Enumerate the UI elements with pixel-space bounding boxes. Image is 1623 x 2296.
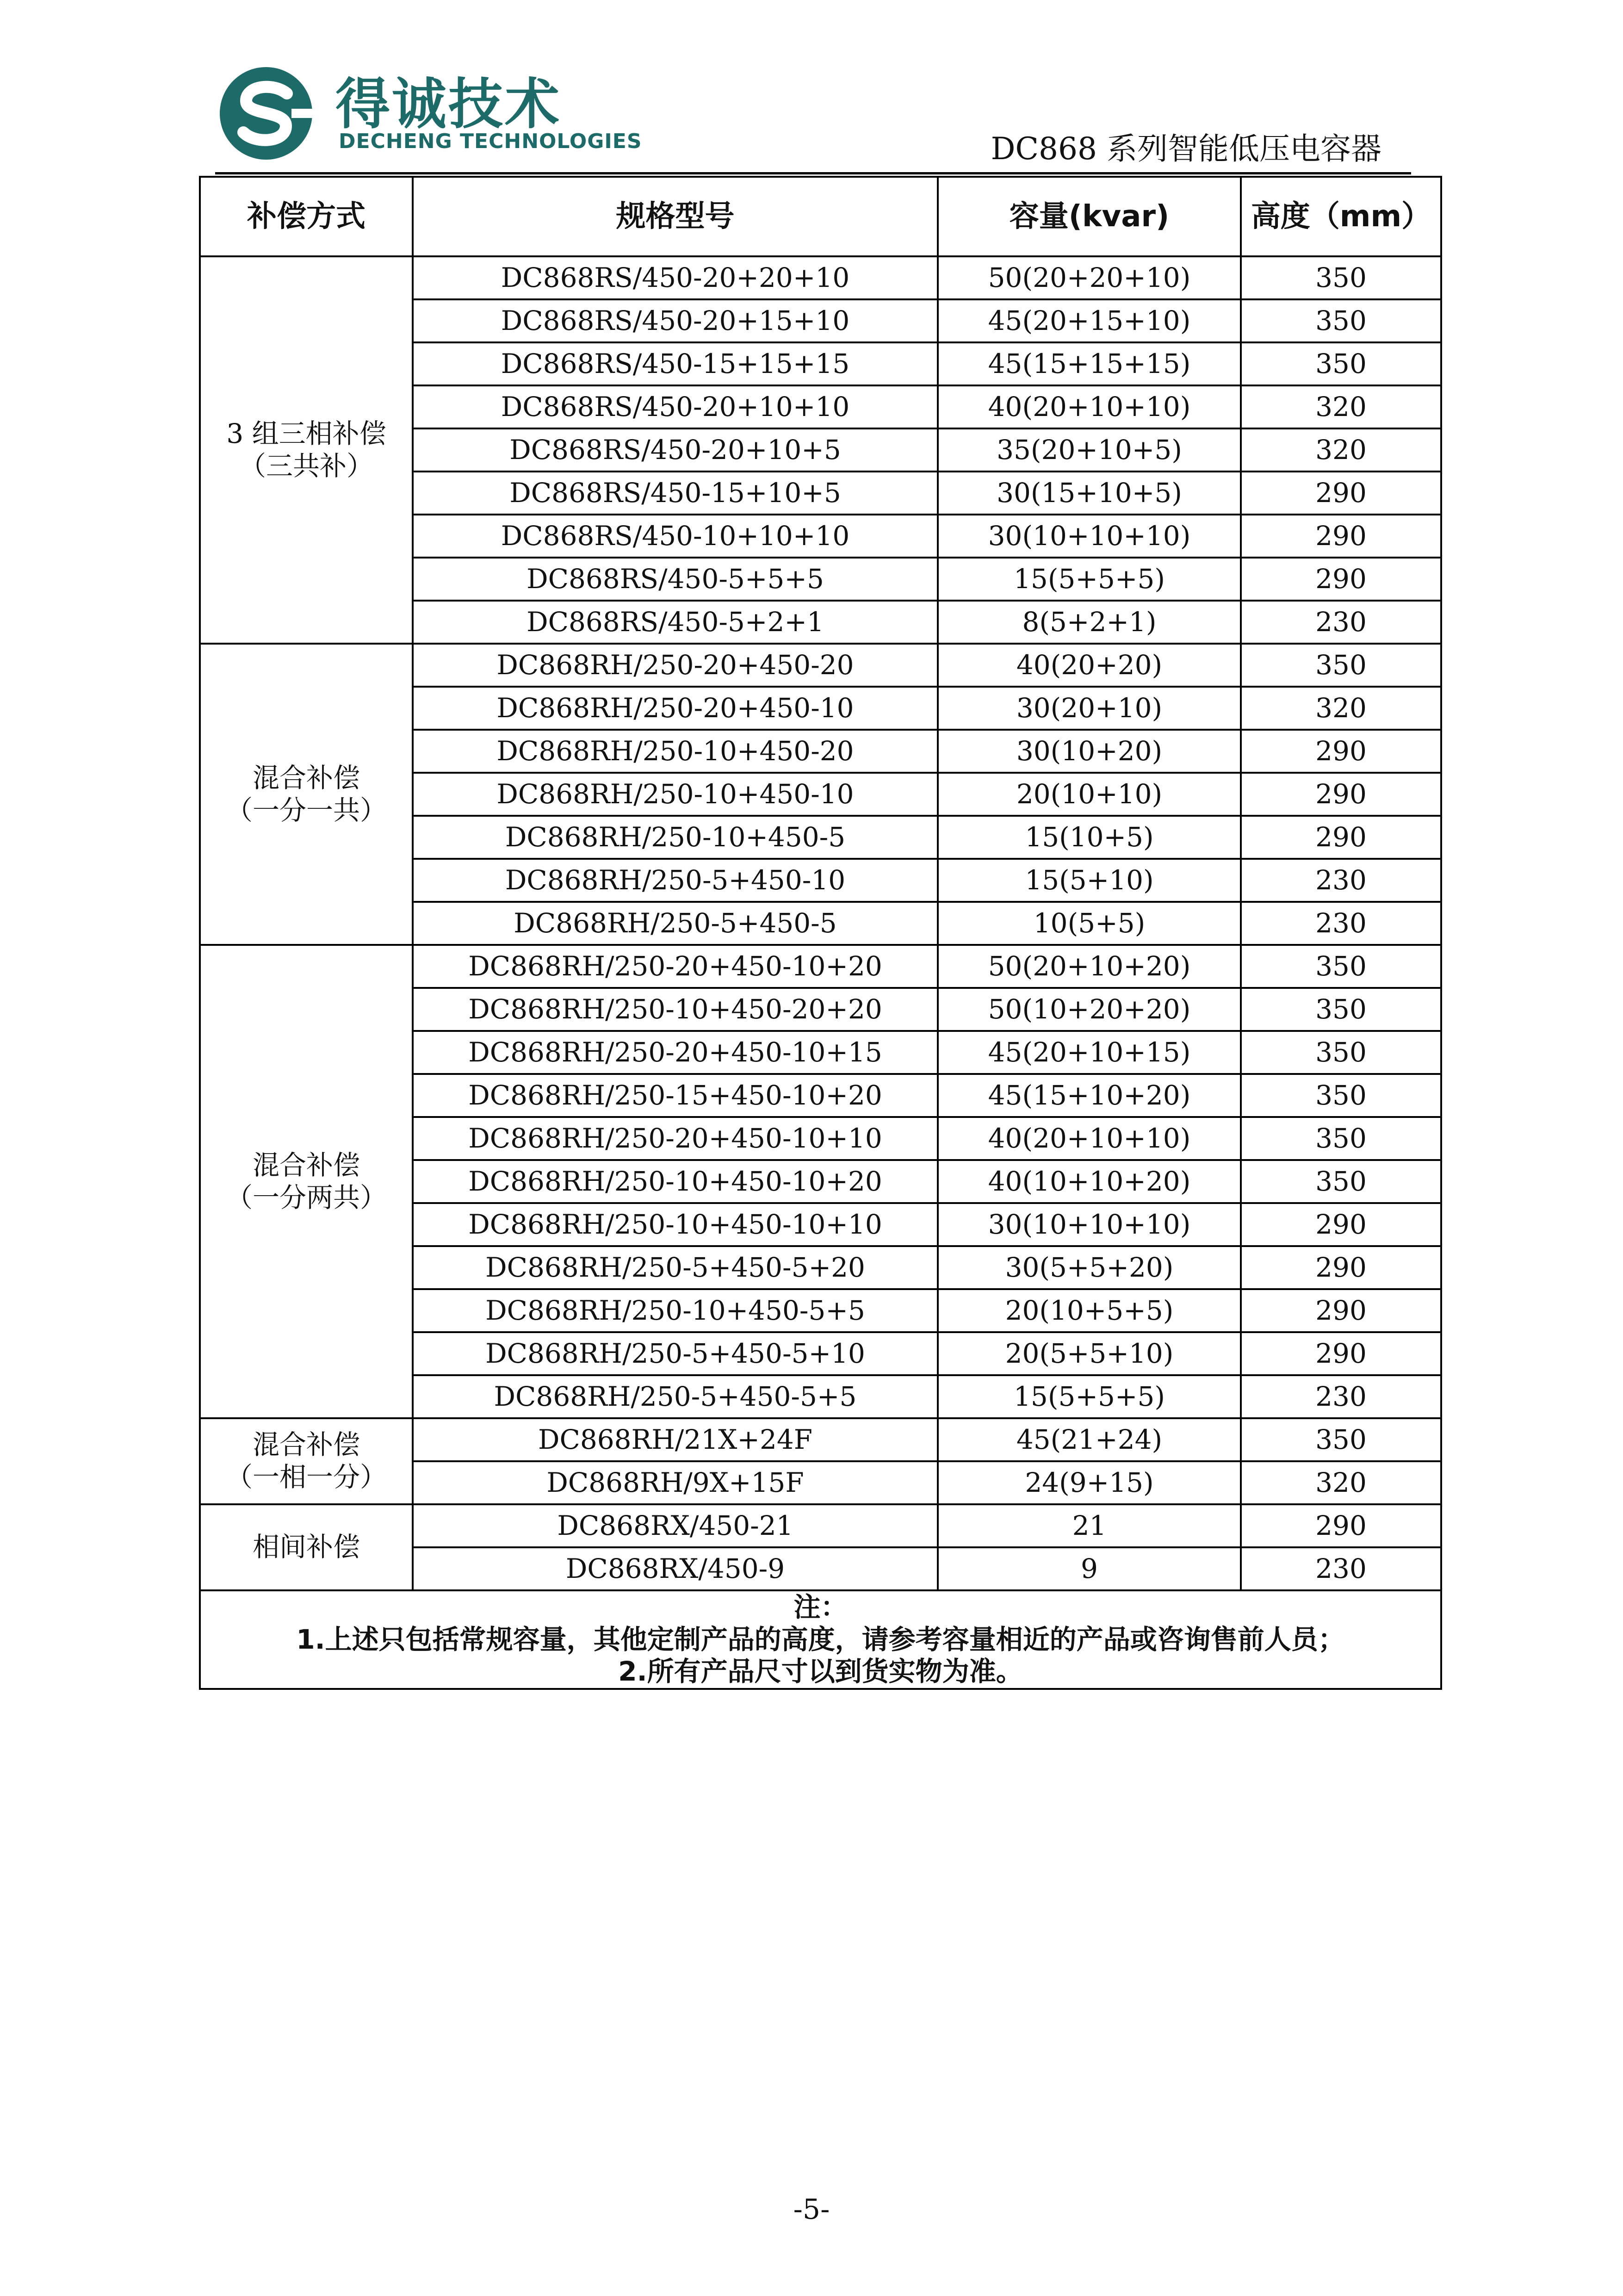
- table-body: [200, 256, 1441, 1590]
- capacity-cell: 45(20+15+10): [938, 299, 1241, 342]
- height-cell: 350: [1241, 1117, 1441, 1160]
- model-cell: DC868RH/250-5+450-10: [413, 859, 938, 902]
- capacity-cell: 50(10+20+20): [938, 988, 1241, 1031]
- model-cell: DC868RH/250-10+450-10+20: [413, 1160, 938, 1203]
- note-line-2: 2.所有产品尺寸以到货实物为准。: [618, 1656, 1023, 1688]
- header-compensation-method: 补偿方式: [200, 177, 413, 256]
- compensation-group-label: 混合补偿: [252, 1429, 360, 1461]
- capacity-cell: 21: [938, 1504, 1241, 1547]
- compensation-group-label: （一相一分）: [225, 1461, 387, 1493]
- height-cell: 320: [1241, 428, 1441, 472]
- model-cell: DC868RX/450-21: [413, 1504, 938, 1547]
- compensation-group-label: 相间补偿: [252, 1531, 360, 1563]
- model-cell: DC868RH/250-20+450-10+15: [413, 1031, 938, 1074]
- model-cell: DC868RH/250-10+450-10: [413, 773, 938, 816]
- height-cell: 320: [1241, 385, 1441, 428]
- height-cell: 290: [1241, 773, 1441, 816]
- capacity-cell: 15(5+5+5): [938, 558, 1241, 601]
- model-cell: DC868RH/250-10+450-20+20: [413, 988, 938, 1031]
- model-cell: DC868RS/450-20+10+5: [413, 428, 938, 472]
- model-cell: DC868RH/250-10+450-10+10: [413, 1203, 938, 1246]
- height-cell: 290: [1241, 1246, 1441, 1289]
- capacity-cell: 45(15+10+20): [938, 1074, 1241, 1117]
- compensation-group-cell: [200, 1418, 413, 1504]
- capacity-cell: 40(20+20): [938, 644, 1241, 687]
- capacity-cell: 50(20+10+20): [938, 945, 1241, 988]
- logo-mark-icon: [217, 65, 315, 162]
- height-cell: 230: [1241, 1547, 1441, 1590]
- logo-chinese-name: 得诚技术: [335, 72, 562, 136]
- height-cell: 320: [1241, 1461, 1441, 1504]
- height-cell: 350: [1241, 644, 1441, 687]
- model-cell: DC868RH/250-10+450-5: [413, 816, 938, 859]
- company-logo: [217, 65, 642, 162]
- capacity-cell: 15(5+5+5): [938, 1375, 1241, 1418]
- notes-heading: 注：: [793, 1591, 848, 1623]
- capacity-cell: 30(10+10+10): [938, 1203, 1241, 1246]
- compensation-group-label: （一分一共）: [225, 794, 387, 826]
- model-cell: DC868RH/250-5+450-5+5: [413, 1375, 938, 1418]
- model-cell: DC868RH/250-5+450-5: [413, 902, 938, 945]
- model-cell: DC868RH/250-20+450-10: [413, 687, 938, 730]
- model-cell: DC868RH/250-20+450-20: [413, 644, 938, 687]
- capacity-cell: 15(5+10): [938, 859, 1241, 902]
- model-cell: DC868RH/250-10+450-20: [413, 730, 938, 773]
- capacity-cell: 40(20+10+10): [938, 1117, 1241, 1160]
- height-cell: 230: [1241, 1375, 1441, 1418]
- compensation-group-cell: [200, 644, 413, 945]
- model-cell: DC868RH/21X+24F: [413, 1418, 938, 1461]
- capacity-cell: 15(10+5): [938, 816, 1241, 859]
- capacity-cell: 30(20+10): [938, 687, 1241, 730]
- model-cell: DC868RS/450-15+10+5: [413, 472, 938, 515]
- model-cell: DC868RS/450-5+5+5: [413, 558, 938, 601]
- compensation-group-label: 混合补偿: [252, 762, 360, 794]
- height-cell: 350: [1241, 1074, 1441, 1117]
- header-capacity: 容量(kvar): [938, 177, 1241, 256]
- compensation-group-label: 3 组三相补偿: [226, 417, 386, 449]
- model-cell: DC868RS/450-20+10+10: [413, 385, 938, 428]
- capacity-cell: 9: [938, 1547, 1241, 1590]
- capacity-cell: 30(15+10+5): [938, 472, 1241, 515]
- capacity-cell: 45(15+15+15): [938, 342, 1241, 385]
- table-row: [200, 644, 1441, 687]
- model-cell: DC868RH/250-5+450-5+10: [413, 1332, 938, 1375]
- capacity-cell: 45(21+24): [938, 1418, 1241, 1461]
- capacity-cell: 45(20+10+15): [938, 1031, 1241, 1074]
- capacity-cell: 20(10+10): [938, 773, 1241, 816]
- height-cell: 350: [1241, 1418, 1441, 1461]
- height-cell: 290: [1241, 816, 1441, 859]
- model-cell: DC868RH/250-5+450-5+20: [413, 1246, 938, 1289]
- height-cell: 350: [1241, 1031, 1441, 1074]
- capacity-cell: 40(10+10+20): [938, 1160, 1241, 1203]
- height-cell: 350: [1241, 988, 1441, 1031]
- compensation-group-cell: [200, 256, 413, 644]
- spec-table: [199, 176, 1442, 1690]
- height-cell: 350: [1241, 1160, 1441, 1203]
- height-cell: 290: [1241, 1332, 1441, 1375]
- capacity-cell: 30(10+20): [938, 730, 1241, 773]
- capacity-cell: 10(5+5): [938, 902, 1241, 945]
- header-model: 规格型号: [413, 177, 938, 256]
- notes-cell: [200, 1590, 1441, 1689]
- page-number: -5-: [793, 2193, 830, 2226]
- height-cell: 350: [1241, 256, 1441, 299]
- height-cell: 350: [1241, 299, 1441, 342]
- model-cell: DC868RH/250-15+450-10+20: [413, 1074, 938, 1117]
- notes-row: [200, 1590, 1441, 1689]
- height-cell: 230: [1241, 859, 1441, 902]
- height-cell: 290: [1241, 558, 1441, 601]
- model-cell: DC868RX/450-9: [413, 1547, 938, 1590]
- document-title: DC868 系列智能低压电容器: [991, 131, 1381, 167]
- height-cell: 290: [1241, 1203, 1441, 1246]
- table-row: [200, 945, 1441, 988]
- capacity-cell: 8(5+2+1): [938, 601, 1241, 644]
- height-cell: 230: [1241, 601, 1441, 644]
- capacity-cell: 20(5+5+10): [938, 1332, 1241, 1375]
- model-cell: DC868RS/450-5+2+1: [413, 601, 938, 644]
- compensation-group-cell: [200, 945, 413, 1418]
- compensation-group-cell: [200, 1504, 413, 1590]
- capacity-cell: 40(20+10+10): [938, 385, 1241, 428]
- model-cell: DC868RH/9X+15F: [413, 1461, 938, 1504]
- header-rule: [215, 172, 1411, 174]
- height-cell: 350: [1241, 945, 1441, 988]
- height-cell: 290: [1241, 730, 1441, 773]
- compensation-group-label: 混合补偿: [252, 1149, 360, 1181]
- table-header-row: [200, 177, 1441, 256]
- model-cell: DC868RH/250-20+450-10+20: [413, 945, 938, 988]
- height-cell: 290: [1241, 515, 1441, 558]
- compensation-group-label: （三共补）: [239, 450, 373, 482]
- height-cell: 230: [1241, 902, 1441, 945]
- logo-english-name: DECHENG TECHNOLOGIES: [339, 130, 642, 153]
- header-height: 高度（mm）: [1241, 177, 1441, 256]
- model-cell: DC868RH/250-10+450-5+5: [413, 1289, 938, 1332]
- capacity-cell: 50(20+20+10): [938, 256, 1241, 299]
- model-cell: DC868RH/250-20+450-10+10: [413, 1117, 938, 1160]
- compensation-group-label: （一分两共）: [225, 1181, 387, 1213]
- capacity-cell: 20(10+5+5): [938, 1289, 1241, 1332]
- model-cell: DC868RS/450-10+10+10: [413, 515, 938, 558]
- model-cell: DC868RS/450-20+15+10: [413, 299, 938, 342]
- height-cell: 350: [1241, 342, 1441, 385]
- table-row: [200, 256, 1441, 299]
- capacity-cell: 30(10+10+10): [938, 515, 1241, 558]
- table-row: [200, 1418, 1441, 1461]
- model-cell: DC868RS/450-15+15+15: [413, 342, 938, 385]
- height-cell: 290: [1241, 472, 1441, 515]
- table-row: [200, 1504, 1441, 1547]
- height-cell: 290: [1241, 1504, 1441, 1547]
- model-cell: DC868RS/450-20+20+10: [413, 256, 938, 299]
- height-cell: 290: [1241, 1289, 1441, 1332]
- height-cell: 320: [1241, 687, 1441, 730]
- capacity-cell: 24(9+15): [938, 1461, 1241, 1504]
- capacity-cell: 30(5+5+20): [938, 1246, 1241, 1289]
- capacity-cell: 35(20+10+5): [938, 428, 1241, 472]
- note-line-1: 1.上述只包括常规容量，其他定制产品的高度，请参考容量相近的产品或咨询售前人员；: [296, 1623, 1345, 1655]
